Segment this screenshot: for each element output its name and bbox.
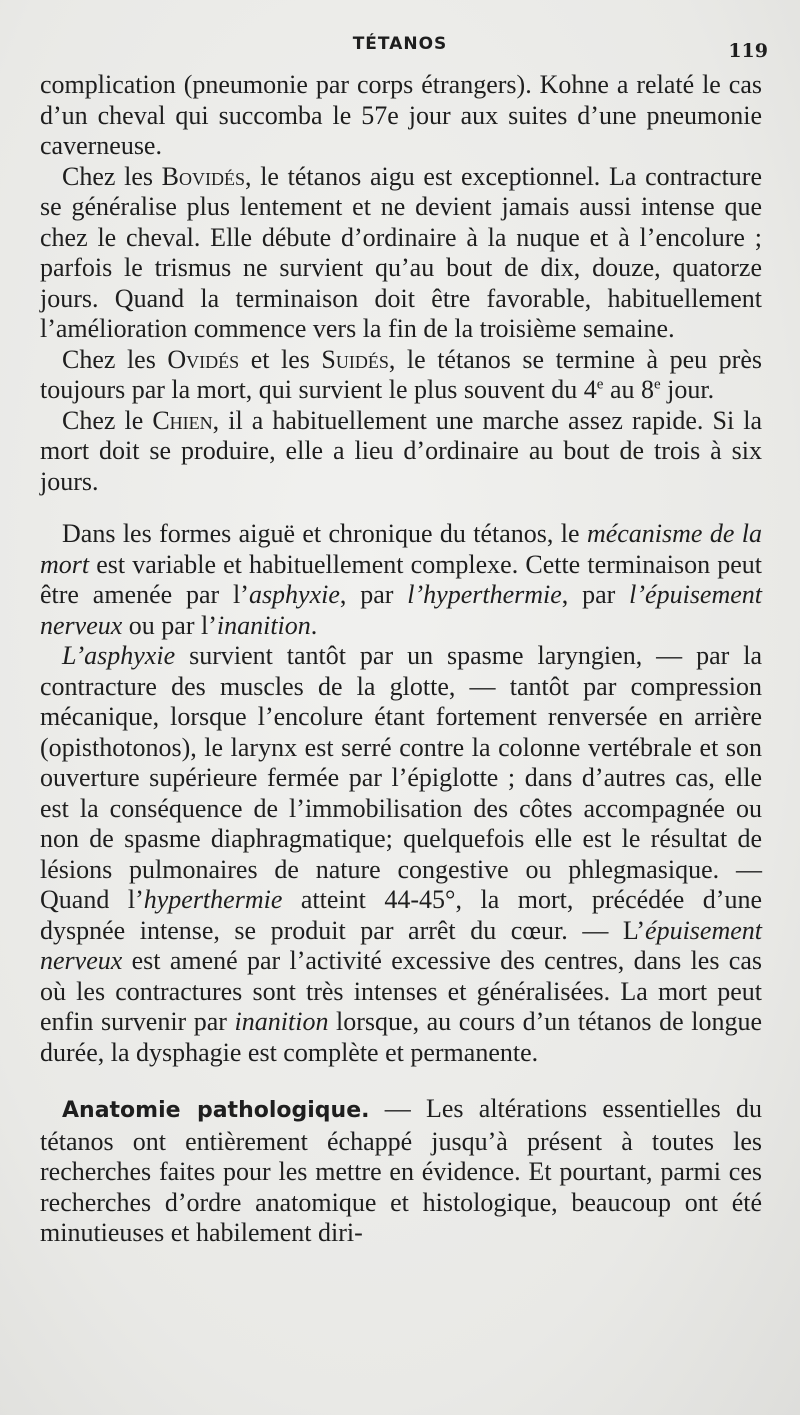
p3-text-c: , le tétanos se termine à peu près toujours par la mort, qui survient le plus souvent du 4 bbox=[40, 344, 762, 404]
p6-italic-2: hyperthermie bbox=[143, 885, 283, 914]
page-number: 119 bbox=[728, 40, 768, 62]
p5-italic-5: inanition bbox=[216, 610, 311, 640]
p3-sup-1: e bbox=[596, 376, 604, 393]
animal-chien: Chien bbox=[152, 405, 213, 435]
paragraph-asphyxie bbox=[40, 641, 762, 1068]
p5-italic-4: l’épuisement nerveux bbox=[40, 580, 763, 640]
p6-text-d: lorsque, au cours d’un tétanos de longue durée, la dysphagie est complète et permanente. bbox=[40, 1007, 762, 1067]
p7-text: — Les altérations essentielles du tétanos ont entièrement échappé jusqu’à présent à toutes les recherches faites pour les mettre en évidence. Et pourtant, parmi ces recherches d’ordre anatomique et histologique, beaucoup ont été minutieuses et habilement diri- bbox=[40, 1094, 762, 1247]
paragraph-chien bbox=[40, 406, 762, 498]
paragraph-anatomie bbox=[40, 1094, 762, 1249]
page-header bbox=[0, 34, 800, 64]
p4-text-b: , il a habituellement une marche assez rapide. Si la mort doit se produire, elle a lieu d’ordinaire au bout de trois à six jours. bbox=[40, 405, 763, 496]
paragraph-mecanisme bbox=[40, 519, 762, 641]
p5-text-f: . bbox=[310, 610, 318, 640]
body-text bbox=[40, 70, 762, 1249]
p2-text-a: Chez les bbox=[62, 161, 162, 191]
animal-bovides: Bovidés bbox=[161, 161, 246, 191]
p3-text-e: jour. bbox=[660, 375, 715, 404]
animal-suides: Suidés bbox=[321, 344, 389, 374]
p6-text-a: survient tantôt par un spasme laryngien, — par la contracture des muscles de la glotte, — tantôt par compression mécanique, lorsque l’encolure étant fortement renversée en arrière (opisthotonos), le larynx est serré contre la colonne vertébrale et son ouverture supérieure fermée par l’épiglotte ; dans d’autres cas, elle est la conséquence de l’immobilisation des côtes accompagnée ou non de spasme diaphragmatique; quelquefois elle est le résultat de lésions pulmonaires de nature congestive ou phlegmasique. — Quand l’ bbox=[40, 641, 762, 914]
p5-text-d: , par bbox=[561, 580, 630, 609]
p3-sup-2: e bbox=[653, 376, 661, 393]
p2-text-b: , le tétanos aigu est exceptionnel. La contracture se généralise plus lentement et ne devient jamais aussi intense que chez le cheval. Elle débute d’ordinaire à la nuque et à l’encolure ; parfois le trismus ne survient qu’au bout de dix, douze, quatorze jours. Quand la terminaison doit être favorable, habituellement l’amélioration commence vers la fin de la troisième semaine. bbox=[40, 161, 762, 343]
p6-italic-4: inanition bbox=[234, 1007, 329, 1036]
p5-italic-3: l’hyperthermie bbox=[407, 580, 562, 609]
paragraph-continuation: complication (pneumonie par corps étrangers). Kohne a relaté le cas d’un cheval qui succomba le 57e jour aux suites d’une pneumonie caverneuse. bbox=[40, 70, 762, 160]
p6-text-b: atteint 44-45°, la mort, précédée d’une dyspnée intense, se produit par arrêt du cœur. — L’ bbox=[40, 885, 762, 945]
p5-italic-2: asphyxie bbox=[248, 580, 340, 609]
p5-text-b: est variable et habituellement complexe. Cette terminaison peut être amenée par l’ bbox=[40, 549, 762, 609]
p3-text-d: au 8 bbox=[603, 375, 654, 404]
section-heading: Anatomie pathologique. bbox=[62, 1098, 370, 1123]
p6-text-c: est amené par l’activité excessive des centres, dans les cas où les contractures sont très intenses et généralisées. La mort peut enfin survenir par bbox=[40, 946, 762, 1036]
running-title: TÉTANOS bbox=[352, 34, 448, 54]
p3-text-a: Chez les bbox=[62, 344, 168, 374]
p6-italic-1: L’asphyxie bbox=[62, 641, 176, 670]
paragraph-bovides bbox=[40, 162, 762, 345]
p5-text-c: , par bbox=[339, 580, 408, 609]
p3-text-b: et les bbox=[239, 344, 322, 374]
paragraph-ovides-suides bbox=[40, 345, 762, 406]
p4-text-a: Chez le bbox=[62, 405, 153, 435]
animal-ovides: Ovidés bbox=[167, 344, 240, 374]
p6-italic-3: épuisement nerveux bbox=[40, 915, 762, 975]
p5-text-a: Dans les formes aiguë et chronique du tétanos, le bbox=[62, 519, 587, 548]
p5-text-e: ou par l’ bbox=[122, 610, 217, 640]
p5-italic-1: mécanisme de la mort bbox=[40, 519, 763, 579]
